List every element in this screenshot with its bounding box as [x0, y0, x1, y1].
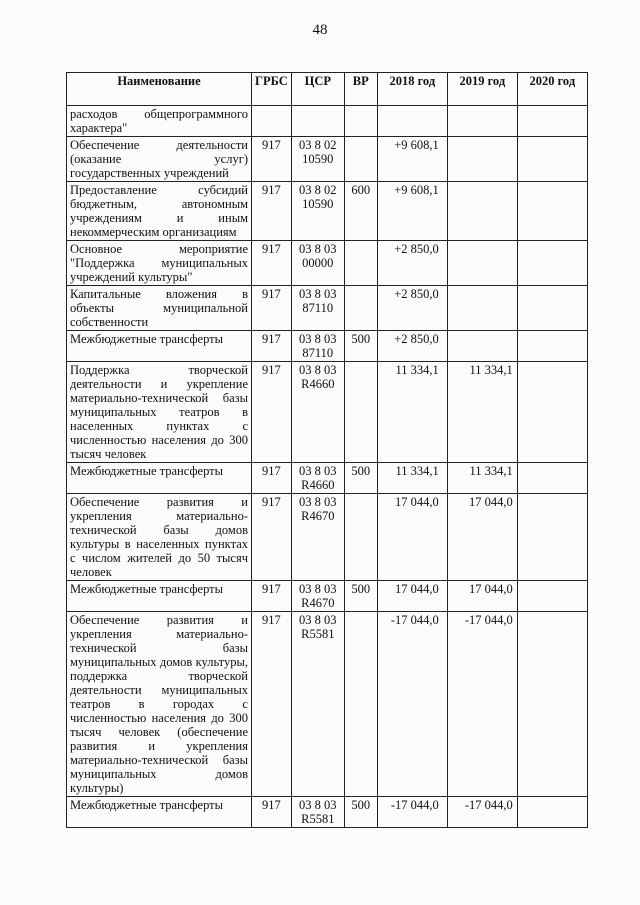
- cell-2019: [447, 106, 517, 137]
- cell-2018: -17 044,0: [377, 797, 447, 828]
- cell-grbs: 917: [252, 137, 292, 182]
- cell-name: Основное мероприятие "Поддержка муниципальных учреждений культуры": [67, 241, 252, 286]
- cell-2018: +2 850,0: [377, 241, 447, 286]
- header-2020: 2020 год: [517, 73, 587, 106]
- table-row: [67, 463, 588, 494]
- cell-grbs: 917: [252, 494, 292, 581]
- cell-name: Обеспечение деятельности (оказание услуг) государственных учреждений: [67, 137, 252, 182]
- header-2019: 2019 год: [447, 73, 517, 106]
- cell-2020: [517, 494, 587, 581]
- cell-2019: [447, 286, 517, 331]
- cell-vr: 500: [344, 331, 377, 362]
- cell-name: Предоставление субсидий бюджетным, автономным учреждениям и иным некоммерческим организациям: [67, 182, 252, 241]
- table-row: [67, 362, 588, 463]
- cell-vr: [344, 612, 377, 797]
- cell-grbs: 917: [252, 331, 292, 362]
- cell-2020: [517, 463, 587, 494]
- cell-2018: +9 608,1: [377, 182, 447, 241]
- table-row: [67, 286, 588, 331]
- cell-vr: 500: [344, 797, 377, 828]
- cell-vr: [344, 241, 377, 286]
- cell-vr: 500: [344, 581, 377, 612]
- table-header-row: [67, 73, 588, 106]
- cell-name: Обеспечение развития и укрепления материально-технической базы муниципальных домов культуры, поддержка творческой деятельности муниципальных театров в городах с численностью населения до 300 тысяч человек (обеспечение развития и укрепления материально-технической базы муниципальных домов культуры): [67, 612, 252, 797]
- cell-grbs: [252, 106, 292, 137]
- cell-2019: 17 044,0: [447, 494, 517, 581]
- cell-name: Межбюджетные трансферты: [67, 463, 252, 494]
- table-row: [67, 241, 588, 286]
- cell-2020: [517, 241, 587, 286]
- cell-csr: 03 8 03 87110: [291, 286, 344, 331]
- cell-grbs: 917: [252, 612, 292, 797]
- cell-csr: 03 8 03 R5581: [291, 797, 344, 828]
- cell-grbs: 917: [252, 797, 292, 828]
- cell-2019: [447, 137, 517, 182]
- cell-name: Капитальные вложения в объекты муниципальной собственности: [67, 286, 252, 331]
- cell-2020: [517, 581, 587, 612]
- cell-csr: 03 8 03 R4670: [291, 581, 344, 612]
- cell-vr: [344, 286, 377, 331]
- header-2018: 2018 год: [377, 73, 447, 106]
- cell-csr: 03 8 03 R5581: [291, 612, 344, 797]
- cell-grbs: 917: [252, 463, 292, 494]
- cell-2020: [517, 106, 587, 137]
- cell-2019: 17 044,0: [447, 581, 517, 612]
- cell-grbs: 917: [252, 286, 292, 331]
- cell-2019: -17 044,0: [447, 797, 517, 828]
- cell-2019: 11 334,1: [447, 463, 517, 494]
- cell-2020: [517, 612, 587, 797]
- cell-2019: [447, 241, 517, 286]
- cell-2020: [517, 286, 587, 331]
- header-name: Наименование: [67, 73, 252, 106]
- cell-csr: 03 8 03 R4660: [291, 362, 344, 463]
- cell-2018: +2 850,0: [377, 331, 447, 362]
- table-row: [67, 581, 588, 612]
- cell-vr: [344, 362, 377, 463]
- cell-vr: [344, 137, 377, 182]
- cell-2018: -17 044,0: [377, 612, 447, 797]
- header-vr: ВР: [344, 73, 377, 106]
- cell-2018: +2 850,0: [377, 286, 447, 331]
- cell-name: Межбюджетные трансферты: [67, 331, 252, 362]
- table-row: [67, 331, 588, 362]
- cell-2018: [377, 106, 447, 137]
- table-row: [67, 494, 588, 581]
- cell-grbs: 917: [252, 581, 292, 612]
- cell-csr: 03 8 03 R4660: [291, 463, 344, 494]
- cell-2020: [517, 797, 587, 828]
- cell-2018: 17 044,0: [377, 494, 447, 581]
- table-row: [67, 137, 588, 182]
- cell-2020: [517, 362, 587, 463]
- cell-vr: 600: [344, 182, 377, 241]
- table-row: [67, 182, 588, 241]
- cell-2020: [517, 182, 587, 241]
- cell-name: расходов общепрограммного характера": [67, 106, 252, 137]
- cell-vr: 500: [344, 463, 377, 494]
- cell-2020: [517, 137, 587, 182]
- cell-vr: [344, 106, 377, 137]
- cell-csr: 03 8 02 10590: [291, 182, 344, 241]
- cell-name: Обеспечение развития и укрепления материально-технической базы домов культуры в населенных пунктах с числом жителей до 50 тысяч человек: [67, 494, 252, 581]
- cell-csr: [291, 106, 344, 137]
- cell-csr: 03 8 03 00000: [291, 241, 344, 286]
- cell-2019: 11 334,1: [447, 362, 517, 463]
- cell-vr: [344, 494, 377, 581]
- cell-csr: 03 8 02 10590: [291, 137, 344, 182]
- cell-grbs: 917: [252, 241, 292, 286]
- header-csr: ЦСР: [291, 73, 344, 106]
- page-number: 48: [312, 22, 328, 38]
- cell-2020: [517, 331, 587, 362]
- table-row: [67, 797, 588, 828]
- cell-name: Межбюджетные трансферты: [67, 581, 252, 612]
- cell-2018: 17 044,0: [377, 581, 447, 612]
- cell-grbs: 917: [252, 182, 292, 241]
- table-row: [67, 612, 588, 797]
- cell-csr: 03 8 03 R4670: [291, 494, 344, 581]
- cell-name: Поддержка творческой деятельности и укрепление материально-технической базы муниципальных театров в населенных пунктах с численностью населения до 300 тысяч человек: [67, 362, 252, 463]
- header-grbs: ГРБС: [252, 73, 292, 106]
- cell-2018: 11 334,1: [377, 362, 447, 463]
- cell-2018: 11 334,1: [377, 463, 447, 494]
- table-body: [67, 106, 588, 828]
- cell-csr: 03 8 03 87110: [291, 331, 344, 362]
- cell-2018: +9 608,1: [377, 137, 447, 182]
- cell-2019: [447, 331, 517, 362]
- cell-2019: -17 044,0: [447, 612, 517, 797]
- budget-table: [66, 72, 588, 828]
- table-row: [67, 106, 588, 137]
- cell-name: Межбюджетные трансферты: [67, 797, 252, 828]
- cell-2019: [447, 182, 517, 241]
- cell-grbs: 917: [252, 362, 292, 463]
